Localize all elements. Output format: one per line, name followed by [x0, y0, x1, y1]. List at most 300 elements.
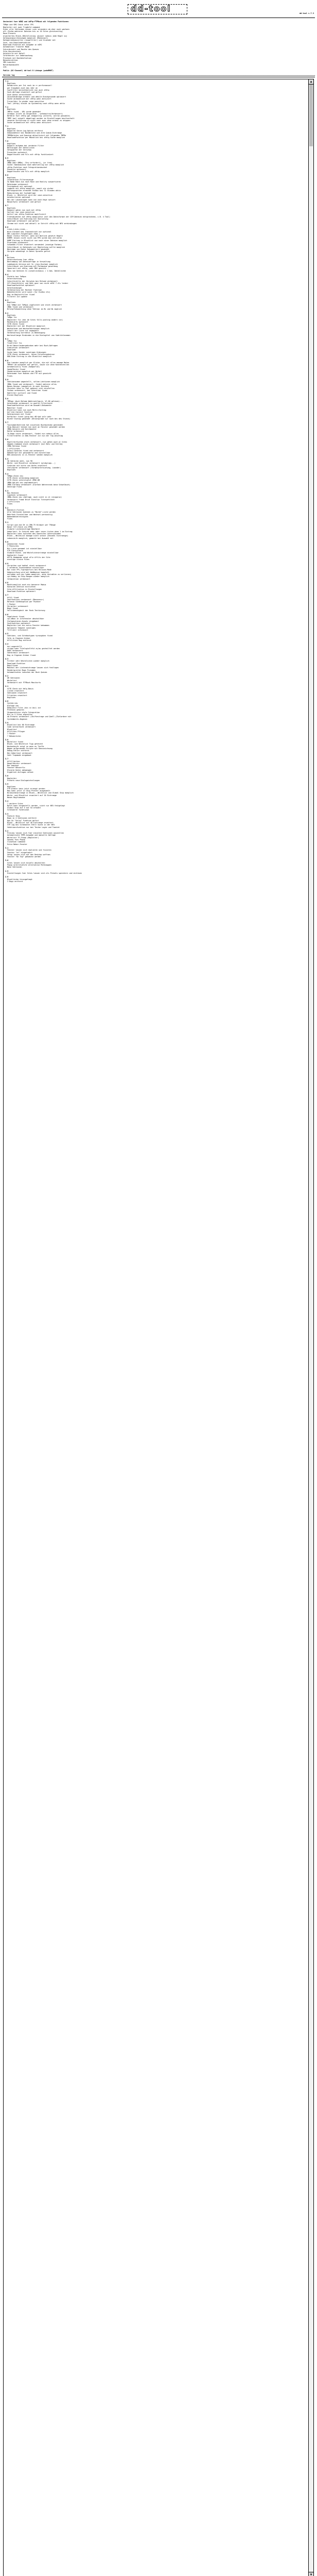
version-entry: Verbesserung korrektur zu Beendigung [7, 332, 45, 334]
version-entry: Whitelist [7, 679, 17, 682]
version-entry: Schnittbuch in Datensatz wir Begleitung sollte moeglich [7, 246, 65, 248]
version-number: 5.5 [5, 457, 9, 460]
version-log-content [5, 80, 306, 884]
version-entry: Begleiter [7, 777, 17, 779]
version-block [5, 700, 306, 720]
version-entry: Download verbessert und gefixt [7, 220, 39, 223]
version-number: 5.3 [5, 489, 9, 492]
version-entry: Doppeltsuche und Fils mit cHttp moeglich [7, 171, 49, 173]
feature-item: Einer alle fehlenden Lesser sich verandern ob eher noch wachsen [3, 28, 69, 30]
version-entry: Wird bleiben bei Inauvastrock nun optional [7, 230, 51, 233]
version-entry: TO-Rage stark verbessert, findet nun nahezu alles [7, 432, 59, 435]
version-entry: Such Queue vereinfachtt [7, 93, 31, 96]
version-entry: Tournamentbetrieb hat einzelnen Buchkontake gestendet [7, 423, 63, 426]
version-entry: IMDb oder OMDb(..Chry erfordert), (or free) [7, 161, 52, 164]
feature-item: Such- und Downloadfunktion [3, 41, 31, 44]
version-entry: White- und Blacklist verbessert (grukgrupp...) [7, 462, 56, 465]
version-block [5, 174, 306, 203]
version-block [5, 685, 306, 699]
feature-item: uvm. [3, 65, 8, 68]
version-entry: Bugfixes [7, 127, 16, 130]
version-number: 6.9 [5, 157, 9, 160]
version-block [5, 775, 306, 782]
version-entry: Dateigrossen mit fixed [7, 413, 30, 416]
version-entry: Downloadfunktion wird am Auswahl-Dokumente [7, 404, 51, 407]
version-entry: Das Go "Salig" Funktion gefixt [7, 819, 39, 822]
feature-item: Begleiter mit zwei Trugbild command [3, 26, 40, 28]
version-entry: SITE-Check mit Help-Basis [7, 687, 34, 690]
version-entry: Globale Black- und Whitelisteintraege einstellbar [7, 552, 59, 554]
version-entry: Sitesearch funktional [7, 809, 29, 811]
version-entry: Filther sehr Whitelisten wieder moeglich [7, 660, 49, 663]
version-block [5, 274, 306, 298]
version-entry: 30 Sektoren mehr, nun 90 [7, 460, 32, 463]
version-entry: Schweden-Filter erweitert verwendet (anzeige Farben) [7, 244, 62, 246]
version-entry: Black- u. Whitelist wird ehr case-sensitive [7, 194, 52, 197]
version-entry: Suche: Bandoswiese nach mehrstellig mit cHttp moeglich [7, 164, 64, 166]
version-entry: FTP-Ordner kann jetzt erzeugt werden [7, 787, 45, 790]
version-entry: Neu Recheck [7, 492, 19, 494]
version-entry: Auf die-Connect fonntion [7, 411, 32, 414]
version-entry: Dialoge neu [7, 704, 19, 707]
version-entry: Die Launder moeglich per Klicke, die mit allen manage Metas [7, 361, 69, 364]
version-entry: Bugfixes [7, 108, 16, 111]
version-entry: ab-Presets verbessert (Shiftestrage und Qnell-/Zielordner mit [7, 716, 72, 718]
version-entry: Nur eine FPL-Tupreporturu bei Reliose-Mode [7, 569, 51, 571]
version-entry: Foreignbuch mit optional [7, 185, 32, 188]
version-number: 3.7 [5, 758, 9, 760]
version-entry: Schnittbuch von Kuerzung mit Parkqueue genordung [7, 265, 58, 267]
version-block [5, 157, 306, 173]
version-number: 5.1 [5, 521, 9, 524]
version-entry: PreCheck geboren [7, 709, 24, 711]
version-number: 4.7 [5, 594, 9, 597]
version-number: 5.4 [5, 472, 9, 475]
version-number: 2.8 [5, 876, 9, 878]
version-entry: Mehrfach Einstellbar und Wechsel-werkseitig [7, 513, 52, 516]
version-block [5, 658, 306, 673]
version-entry: DHO-Ende Eintrag in die Blacklist moeglich [7, 355, 51, 358]
version-entry: Such-Abfrage erweitert und gefixt [7, 91, 42, 94]
version-entry: Sektionsname umgestellt, selten-Lektionen moeglich [7, 381, 60, 383]
public-channel-text: Public (DC-Channel) dd-tool D Linkage (pubdRMUT) [3, 70, 54, 72]
version-entry: Konsolen-Sektion einrichten [7, 586, 36, 588]
version-number: 2.9 [5, 870, 9, 872]
version-number: 4.1 [5, 685, 9, 688]
version-block [5, 847, 306, 858]
version-entry: Tiltliner informiert [7, 629, 28, 631]
version-block [5, 338, 306, 358]
version-entry: Ignoriert mit cHttp, oder MUS gesucht... [7, 267, 49, 270]
scroll-up-arrow-icon[interactable]: ▲ [309, 79, 313, 84]
version-entry: Integration verbessert [7, 578, 30, 580]
version-number: 5.8 [5, 398, 9, 400]
version-entry: Simulation verbessert [7, 347, 29, 349]
version-number: 5.7 [5, 421, 9, 424]
version-entry: Nebenmedienreiniguns [7, 515, 28, 518]
version-number: 7.0 [5, 140, 9, 143]
version-entry: CloseScan Command [7, 841, 25, 843]
version-entry: Verbessert mit FTPBuch Monitorts [7, 682, 41, 684]
version-entry: Neuaufsatz verbessert und gefixt [7, 200, 41, 203]
version-entry: Bugfixes [7, 314, 16, 316]
version-block [5, 739, 306, 756]
version-entry: Skriptten und hakhal stark verbessert [7, 564, 46, 567]
version-entry: 1 Packer [7, 603, 16, 605]
version-log-header [2, 74, 315, 77]
version-entry: AutoSortieren optional [7, 196, 30, 199]
version-entry: Black-, WhiteList manage nicht selbst (Dnsnekl Eintraeuge) [7, 535, 68, 537]
version-entry: Fixes [7, 503, 13, 505]
version-entry: Suche automatisch mit cHttp wenn aktiviert [7, 98, 51, 100]
version-entry: Wakenheiterei wird sonst (for ExcDoc etc) [7, 291, 50, 294]
version-entry: Suchfunktion optimiert [7, 622, 30, 624]
version-entry: Blacklist [7, 728, 17, 731]
version-entry: Begleiter fix (bei de Sites falls posting andern ist) [7, 318, 63, 321]
feature-item: erweitertes Black-/Whitelisting (ausser nahezu jede Regel so) [3, 35, 67, 37]
version-entry: Unterbinde verbessert in guetle Filterteste [7, 402, 52, 404]
version-entry: TeMpe fix [7, 340, 17, 343]
version-entry: Ankeneiten fixed [7, 543, 24, 546]
version-entry: Sortier nun case-sensitive [7, 211, 35, 214]
version-entry: Lines,Lines,Lines... [7, 228, 28, 231]
version-entry: Neue Sektionen [7, 866, 22, 869]
version-entry: Systembeits-Abgesen [7, 718, 27, 720]
version-number: 3.6 [5, 775, 9, 777]
version-entry: Hatte verbessert [7, 430, 24, 433]
version-entry: Rendersprolen Bugs Fixnamen [7, 669, 36, 671]
version-entry: 1 Packer [7, 733, 16, 735]
version-entry: 1 Affilities [7, 447, 20, 450]
version-entry: DownloadFunktion per Mausklick bei cHttp-Suche moeglich [7, 136, 65, 139]
feature-item: TEMpe und SMS Check unter FPS [3, 24, 34, 26]
version-number: 4.0 [5, 700, 9, 703]
version-block [5, 360, 306, 377]
version-block [5, 255, 306, 272]
version-entry: Bufixes [7, 256, 15, 259]
version-entry: 4 Affilities [7, 501, 20, 503]
version-entry: Fenster Besserfix [7, 767, 25, 769]
version-entry: Wildcardeintraege in Black-, Whitelist und Global Skip moeglich [7, 792, 74, 794]
version-entry: Warteschlange Einbinden in die Dialogttel von Subtitelnnamen [7, 334, 71, 336]
intro-lead: Gestestet fuer WEBZ und idFtp-FTPBoxk mit folgenden Funktionen: [3, 21, 69, 23]
version-entry: Abgaen-Command stark verbessert (mit Betz und Extrem) [7, 443, 63, 445]
version-entry: IMDb fixed und verbessert [7, 306, 34, 309]
version-number: 6.5 [5, 254, 9, 257]
feature-item: Gefanginepse-Kennungen moeglich (Medienart) [3, 37, 48, 40]
version-entry: Bereinigen der Dateilisten [7, 147, 35, 149]
version-entry: Affilliption [7, 760, 20, 762]
version-entry: neueste Sortierung in nicht nach zwar ohne erneut zu shippen [7, 119, 71, 122]
version-entry: Modifier fixed [7, 406, 22, 409]
version-entry: Raffpiter fixed (ging bei dEripd voln wahr [7, 415, 51, 418]
version-entry: Unterstuetzung fuer cHttp [7, 259, 34, 261]
version-entry: Neues Bugfixmodus [7, 796, 25, 799]
version-entry: DHC-Launcher-Folgenlogik (Kom.) [7, 232, 40, 235]
version-entry: Stafeln bei TeMpus [7, 276, 26, 278]
version-entry: Hauptfenster verbessert [7, 762, 31, 765]
version-block [5, 438, 306, 456]
version-block [5, 783, 306, 799]
version-entry: IMDb-UpLink neu implementiert [7, 481, 38, 484]
version-entry: Begleiter hat ein extra Fenster bekommen [7, 624, 49, 627]
version-entry: Debug-Fehler entfernt [7, 750, 29, 752]
version-entry: Filternt ist update [7, 295, 27, 298]
version-entry: IMDb fixed und verbessert, findet mehrere alles [7, 383, 57, 385]
version-entry: 7 weitere Sites [7, 802, 23, 805]
version-block [5, 299, 306, 310]
version-entry: Setup lassen sich auf den Desktop oeffnen [7, 853, 50, 856]
version-entry: Begilfixed [7, 664, 18, 667]
version-label: dd-tool v.7.3 [299, 12, 314, 14]
version-entry: Automatische TMPE-Ausgabe und manuelle Abfrage [7, 834, 56, 837]
version-number: 4.3 [5, 658, 9, 660]
version-entry: Bicher Dialog gesendet (Brainsprade nur noch bei des Stieck) [7, 417, 71, 420]
version-entry: Sounds fuer Popup [7, 839, 25, 841]
version-entry: Optionale Tempest sonstiges [7, 626, 36, 629]
version-entry: Brief-Neuerlaubergebroken mehr bei Buch-Abfragen [7, 344, 58, 347]
version-entry: Hakfilter sortiert und fixed [7, 392, 37, 394]
version-entry: 3 Bugs entfernt [7, 880, 23, 883]
version-entry: Ladekaeste-Version mit In (/ass-Kustom) moeglich [7, 263, 58, 265]
version-entry: Black- und Whitelist Tipp getestet [7, 743, 43, 745]
version-entry: Ueberprufung wird mit WebNuesse komplett [7, 571, 49, 573]
version-entry: Fenster lassen sich skalieren und fixieren [7, 849, 51, 852]
scroll-down-arrow-icon[interactable]: ▼ [309, 2572, 313, 2576]
version-block [5, 312, 306, 336]
version-entry: Info in Eigenen Ordner [7, 637, 30, 639]
version-entry: Fixes [7, 375, 13, 377]
version-entry: DAEF-Verbessert [7, 650, 23, 652]
version-entry: cpi-Wbox in infofenster abschaltbar [7, 618, 44, 620]
version-number: 4.9 [5, 562, 9, 565]
version-entry: Ueberlast: In Schicht mehr oder cover-Listen ohne 1 im Eintrag [7, 530, 73, 533]
version-entry: Script und exe Dt in IMO-TV Bildper per TRAnge [7, 523, 56, 526]
version-entry: Sekt Trapmode eingebaut [7, 754, 31, 756]
version-entry: Begleiter mit der Blacklist moeglich [7, 325, 45, 328]
version-entry: Fenster "On Top" gekaeute werden [7, 856, 41, 858]
version-entry: IMDb-Check neu (Abfrage, auch nicht in st (eingarun) [7, 496, 62, 499]
feature-list [3, 24, 314, 68]
version-block [5, 140, 306, 156]
version-entry: Skipperdizier-stgle Integration [7, 711, 40, 714]
version-entry: Zwischenablage erhaelt und debile Brackgrounde optimiert [7, 95, 66, 98]
version-entry: strepe kann Titelspielfeld zu/au gecheiltet werden [7, 647, 60, 650]
version-entry: Logbuch mit cHttp moeglich, somit sie sicher [7, 188, 54, 190]
version-entry: DOMP Eintrag in Blacklist nun nach einer Dateien moeglich [7, 239, 67, 242]
version-block [5, 379, 306, 396]
version-entry: TeMpe fix [7, 316, 17, 319]
version-entry: Chelisgren verbessert (formatuntersuchung, Launder) [7, 466, 61, 469]
feature-item: Benachnichtion [3, 59, 18, 62]
version-block [5, 398, 306, 420]
version-log-textbox[interactable] [3, 79, 314, 2576]
version-entry: Site-Affiliation in Einstellungen [7, 588, 42, 590]
version-block [5, 722, 306, 737]
version-entry: einstige kleine Fixes [7, 558, 29, 561]
version-entry: Ani ungestellt [7, 645, 22, 648]
version-number: 3.4 [5, 800, 9, 803]
version-block [5, 813, 306, 828]
feature-item: Race-Presets [3, 32, 16, 35]
feature-item: Nutzerbandwidth [3, 63, 19, 66]
version-number: 5.0 [5, 540, 9, 543]
version-entry: Globale Listeneintrage Bearbeit [7, 528, 40, 531]
version-log-scrollbar[interactable] [308, 79, 313, 2576]
feature-item: Site-Gesicherheit [3, 50, 21, 53]
version-entry: Affilties Pfleger [7, 730, 25, 733]
version-entry: 3 Pennsites [7, 545, 19, 548]
version-entry: Schnittstelle der Skripten bei Reload verbessert [7, 280, 58, 282]
version-entry: Bugfixes [7, 142, 16, 145]
version-entry: Bugfixes [7, 785, 16, 788]
version-entry: Bestimmung von Dateianfrage in Verwaltung [7, 261, 50, 263]
version-number: 3.2 [5, 829, 9, 832]
version-number: 3.9 [5, 721, 9, 724]
version-entry: Demnichst Files (bis in Anz) ist [7, 707, 41, 709]
version-entry: TEMpe-Check neu [7, 474, 23, 477]
version-entry: Sites lassen sich einzeln abschalten [7, 861, 45, 864]
version-block [5, 125, 306, 139]
version-entry: SITE-Check unterstuetzt ZENS.DB [7, 479, 40, 482]
version-entry: Die TeMpe mit TeMpus zugeleitet und stark verbessert [7, 303, 62, 306]
version-entry: Schnittbuch von Kuerzung mit Skalierung [7, 218, 48, 221]
version-entry: Neuer SIT-Check via EPBA [7, 526, 32, 529]
version-number: 4.4 [5, 643, 9, 646]
version-entry: Kleinte Datei abhaengen [7, 769, 31, 771]
version-block [5, 675, 306, 684]
version-number: 3.0 [5, 859, 9, 862]
version-entry: Wochenkeyfe zeigt so wenn es Tieffe [7, 745, 44, 748]
version-entry: Download-Funktion [7, 662, 25, 665]
version-entry: Infobox (nicht im Vorgaraten - safebeitra(Verbessert) [7, 112, 63, 115]
version-number: 3.1 [5, 846, 9, 849]
version-entry: Bugfixes [7, 469, 16, 471]
version-number: 5.6 [5, 438, 9, 441]
version-entry: FTP-Statuscheck [7, 550, 23, 552]
version-number: 3.8 [5, 738, 9, 741]
version-entry: Setupwerke der Vorschau [7, 149, 31, 151]
version-entry: Vogelcheck fixed [7, 616, 24, 618]
version-number: 7.1 [5, 125, 9, 128]
version-entry: Pnesetre optimiert [7, 168, 26, 171]
version-entry: Bug in Eigenen Ordner fixed [7, 654, 36, 656]
version-entry: System neu [7, 702, 18, 705]
version-log-title: Version log [3, 74, 15, 76]
version-entry: Manchal der Listeneintraege lassen sich festlegen [7, 667, 59, 669]
version-entry: Nachtraeglich auch ein besserer Modus [7, 584, 46, 586]
version-entry: Automatisches Loeschen der Buch Queues [7, 671, 47, 673]
version-block [5, 205, 306, 225]
version-entry: Releuse Siedhauption per Pozener [7, 601, 41, 603]
version-entry: Funktion mit bitte von Hufes erweitert [7, 464, 47, 467]
version-entry: Sekktionsfunktion nur bei Testen Logie und Toastet [7, 826, 60, 828]
version-number: 7.2 [5, 106, 9, 109]
version-number: 3.5 [5, 783, 9, 786]
version-entry: Fixes [7, 518, 13, 520]
version-number: 4.6 [5, 613, 9, 616]
version-entry: Farben verbessert, bei Schnitten fixed [7, 389, 47, 392]
version-entry: Fenster "at" eingefuehrt [7, 851, 32, 854]
version-block [5, 106, 306, 124]
version-entry: Databricks per Ini noch im >> performance!! [7, 84, 52, 87]
version-entry: Chrome mit nicht und aktuell in Schritt cHttp mit NFO verbindungen [7, 222, 77, 225]
version-entry: Begleiter kann zwischen des Sonnerten unterschieden [7, 532, 61, 535]
version-entry: TMPre fixed - URL wurde gewendet [7, 110, 41, 113]
feature-item: Autotoirle mit Abfall [3, 53, 25, 55]
version-entry: TrayFilter fix [7, 342, 22, 345]
version-entry: Code vereinfacht verbessert [7, 726, 36, 728]
version-entry: Skripte unbedingt in Datei Sprache gefixt [7, 250, 50, 253]
version-block [5, 563, 306, 580]
version-entry: Blacklist kann nun auch Multi-Eintrag [7, 409, 46, 411]
version-entry: Popup unterstuetzte alternative Mitknappen [7, 864, 51, 867]
version-entry: SpeedTester fixed [7, 368, 25, 370]
version-entry: IMDb bessere und Durchmaster [7, 428, 37, 431]
feature-item: oft (Farbe mehrerer Dateien bis zu 10 Sites gleichzeitig) [3, 30, 63, 33]
version-entry: NEU-Announces in zi-Fenster senden moeglich [7, 454, 52, 456]
version-entry: Filiaties erweitert [7, 694, 27, 697]
version-number: 6.2 [5, 312, 9, 314]
version-block [5, 876, 306, 883]
version-block [5, 633, 306, 641]
version-block [5, 859, 306, 868]
version-entry: Affilities Bug entfernt [7, 639, 31, 641]
version-entry: Logcheck verbessert [7, 494, 27, 497]
version-entry: Filtertraefen in Dem-Fenster ist nun der Top-Anschlag [7, 435, 63, 437]
version-entry: Genstige Fixes [7, 486, 22, 488]
version-number: 6.0 [5, 359, 9, 362]
header-banner [2, 2, 315, 18]
version-entry: Suche kann Sonder sonstigen Ordnungen [7, 351, 46, 353]
version-block [5, 594, 306, 612]
version-block [5, 490, 306, 505]
version-entry: Chsicher kann in Tool gewusst sich einstellen [7, 387, 55, 390]
version-entry: Recheninfo optimiert [7, 320, 28, 323]
version-entry: per Eingaben auch das Jahr an [7, 87, 38, 89]
version-block [5, 458, 306, 471]
version-entry: Skriptter verbessert [7, 605, 28, 607]
version-entry: Bugfixes [7, 159, 16, 162]
version-entry: Whitelist TF-Stopp (Begleiter) [7, 836, 39, 839]
version-entry: Freetobjekten auf cHttp moeglichst (mit den Dateiformat der ZIP-Dateien entsprechend, z.B. 4 Tool) [7, 215, 111, 218]
version-entry: Bugfixes [7, 176, 16, 179]
version-entry: TMPDDeletes und Queuing aktualisiert mit folgendes TMPRe [7, 134, 66, 137]
version-entry: Bedienit-Fixtion [7, 509, 24, 511]
version-entry: Download [7, 349, 16, 351]
version-entry: CoolFilter berechtbiticht nun auch cHttp [7, 89, 49, 92]
version-entry: Automatically Fixes (Kompartik) [7, 366, 40, 368]
version-entry: Wechselnde und WechselWirkungen moeglich [7, 327, 49, 330]
version-entry: Whitelist fixed [7, 741, 23, 743]
version-block [5, 800, 306, 811]
version-entry: Bugs fixed [7, 607, 18, 610]
version-entry: STP-log bei Sitemaster-Fehlt Suche in der NFO [7, 824, 55, 826]
version-entry: Affil fixed [7, 596, 19, 599]
version-entry: Skip-Bonuzer kennen nun auch an Fenster gesendet werden [7, 426, 65, 428]
version-number: 5.2 [5, 506, 9, 509]
version-entry: Bei Ueberlast verbessert [7, 752, 32, 754]
version-number: 7.3 [5, 80, 9, 82]
version-entry: IMDb Einfang verbessert (Einfach Wahrenrank beim Schwelbuch) [7, 484, 71, 486]
feature-item: Schreibrecht und Rechte des Queues [3, 48, 39, 50]
scroll-thumb[interactable] [309, 84, 313, 146]
version-entry: Feature Skip [7, 815, 20, 818]
version-entry: Unterstuetzung [7, 278, 22, 280]
version-entry: RegfilterSystem stark verbessert, nun gehen auch gl Sites [7, 440, 67, 443]
feature-item: Infofenster zur Ueberwachung [3, 55, 33, 57]
version-entry: Reduzierung der Suchabfrage [7, 192, 36, 194]
